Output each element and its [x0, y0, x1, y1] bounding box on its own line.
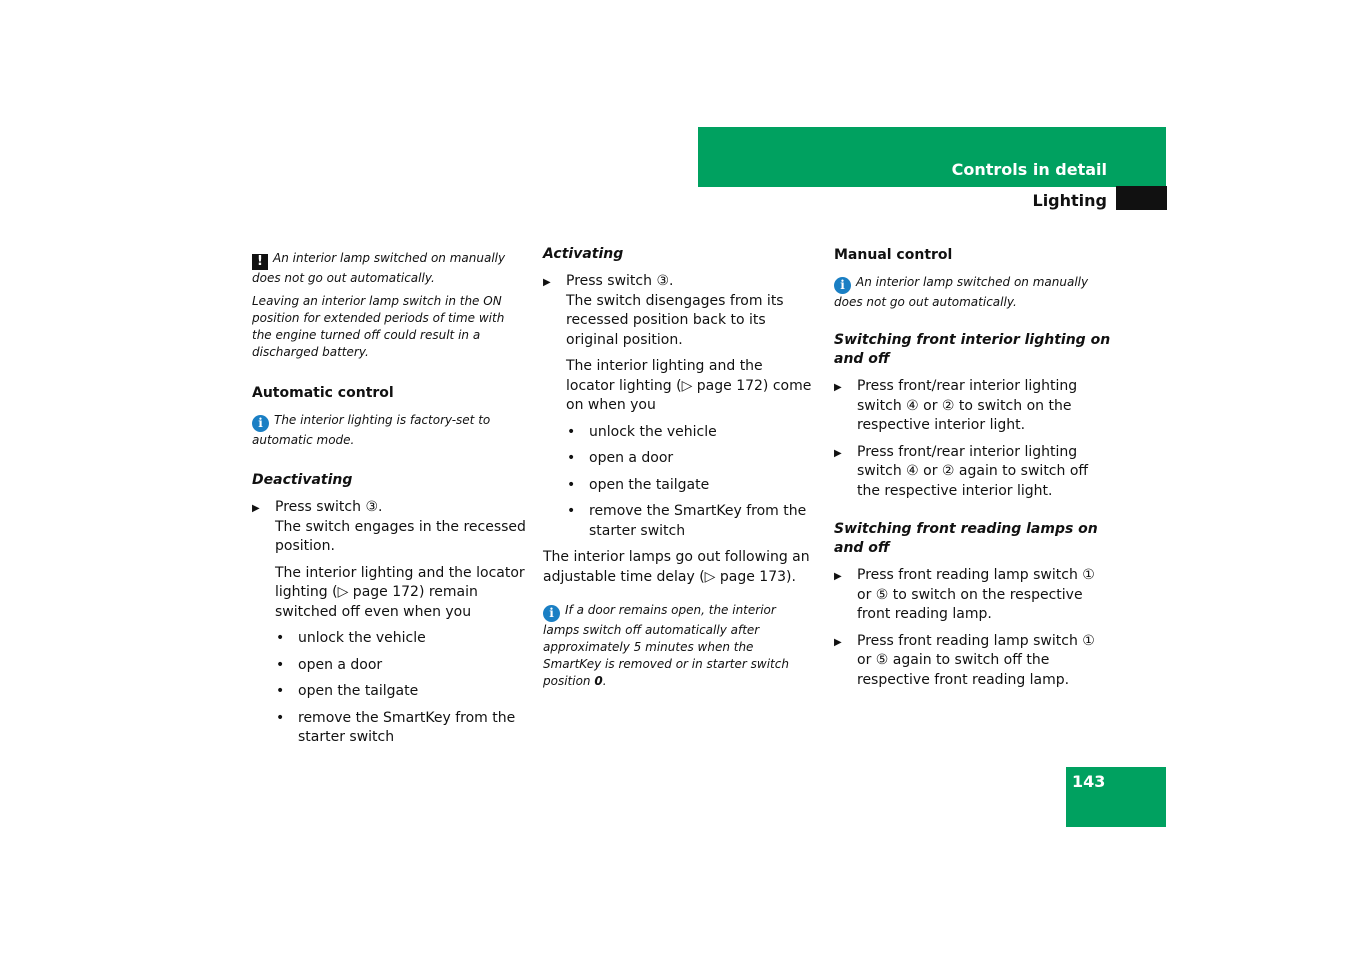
step-switch-off-interior: ▶ Press front/rear interior lighting switch ④ or ② again to switch off the respective interior light.: [834, 443, 1112, 502]
warning-note-detail: Leaving an interior lamp switch in the ON position for extended periods of time with the engine turned off could result in a discharged battery.: [252, 294, 505, 359]
subsection-title: Lighting: [1032, 191, 1107, 210]
list-item: • open the tailgate: [543, 476, 813, 496]
section-title: Controls in detail: [951, 160, 1107, 179]
info-note: i The interior lighting is factory-set to automatic mode.: [252, 413, 491, 447]
page-number: 143: [1072, 772, 1106, 791]
list-item: • remove the SmartKey from the starter switch: [543, 502, 813, 541]
list-item: • open the tailgate: [252, 682, 527, 702]
list-item: • open a door: [252, 656, 527, 676]
step-switch-off-reading: ▶ Press front reading lamp switch ① or ⑤ again to switch off the respective front reading lamp.: [834, 632, 1112, 691]
warning-note: ! An interior lamp switched on manually does not go out automatically.: [252, 251, 506, 285]
list-item: • unlock the vehicle: [543, 423, 813, 443]
subheading-front-reading-lamps: Switching front reading lamps on and off: [834, 521, 1098, 556]
warning-icon: !: [252, 254, 268, 270]
step-switch-on-reading: ▶ Press front reading lamp switch ① or ⑤ to switch on the respective front reading lamp.: [834, 566, 1112, 625]
column-2: [543, 245, 813, 696]
list-item: • remove the SmartKey from the starter switch: [252, 709, 527, 748]
info-icon: i: [543, 605, 560, 622]
header-marker-bar: [1116, 186, 1167, 210]
step-switch-on-interior: ▶ Press front/rear interior lighting switch ④ or ② to switch on the respective interior light.: [834, 377, 1112, 436]
list-item: • open a door: [543, 449, 813, 469]
column-3: [834, 245, 1112, 697]
info-icon: i: [252, 415, 269, 432]
paragraph-come-on: The interior lighting and the locator lighting (▷ page 172) come on when you: [566, 358, 812, 413]
heading-manual-control: Manual control: [834, 247, 953, 263]
paragraph-time-delay: The interior lamps go out following an adjustable time delay (▷ page 173).: [543, 549, 810, 585]
step-press-switch: ▶ Press switch ③. The switch engages in the recessed position.: [252, 498, 527, 557]
heading-automatic-control: Automatic control: [252, 385, 394, 401]
list-item: • unlock the vehicle: [252, 629, 527, 649]
info-icon: i: [834, 277, 851, 294]
step-press-switch: ▶ Press switch ③. The switch disengages from its recessed position back to its original position.: [543, 272, 813, 350]
subheading-deactivating: Deactivating: [252, 472, 353, 488]
info-note: i An interior lamp switched on manually does not go out automatically.: [834, 275, 1089, 309]
paragraph-remain-off: The interior lighting and the locator lighting (▷ page 172) remain switched off even when you: [275, 564, 525, 620]
subheading-activating: Activating: [543, 246, 624, 262]
info-note: i If a door remains open, the interior lamps switch off automatically after approximately 5 minutes when the SmartKey is removed or in starter switch position 0.: [543, 603, 789, 688]
column-1: [252, 245, 527, 755]
subheading-front-interior-lighting: Switching front interior lighting on and off: [834, 332, 1111, 367]
